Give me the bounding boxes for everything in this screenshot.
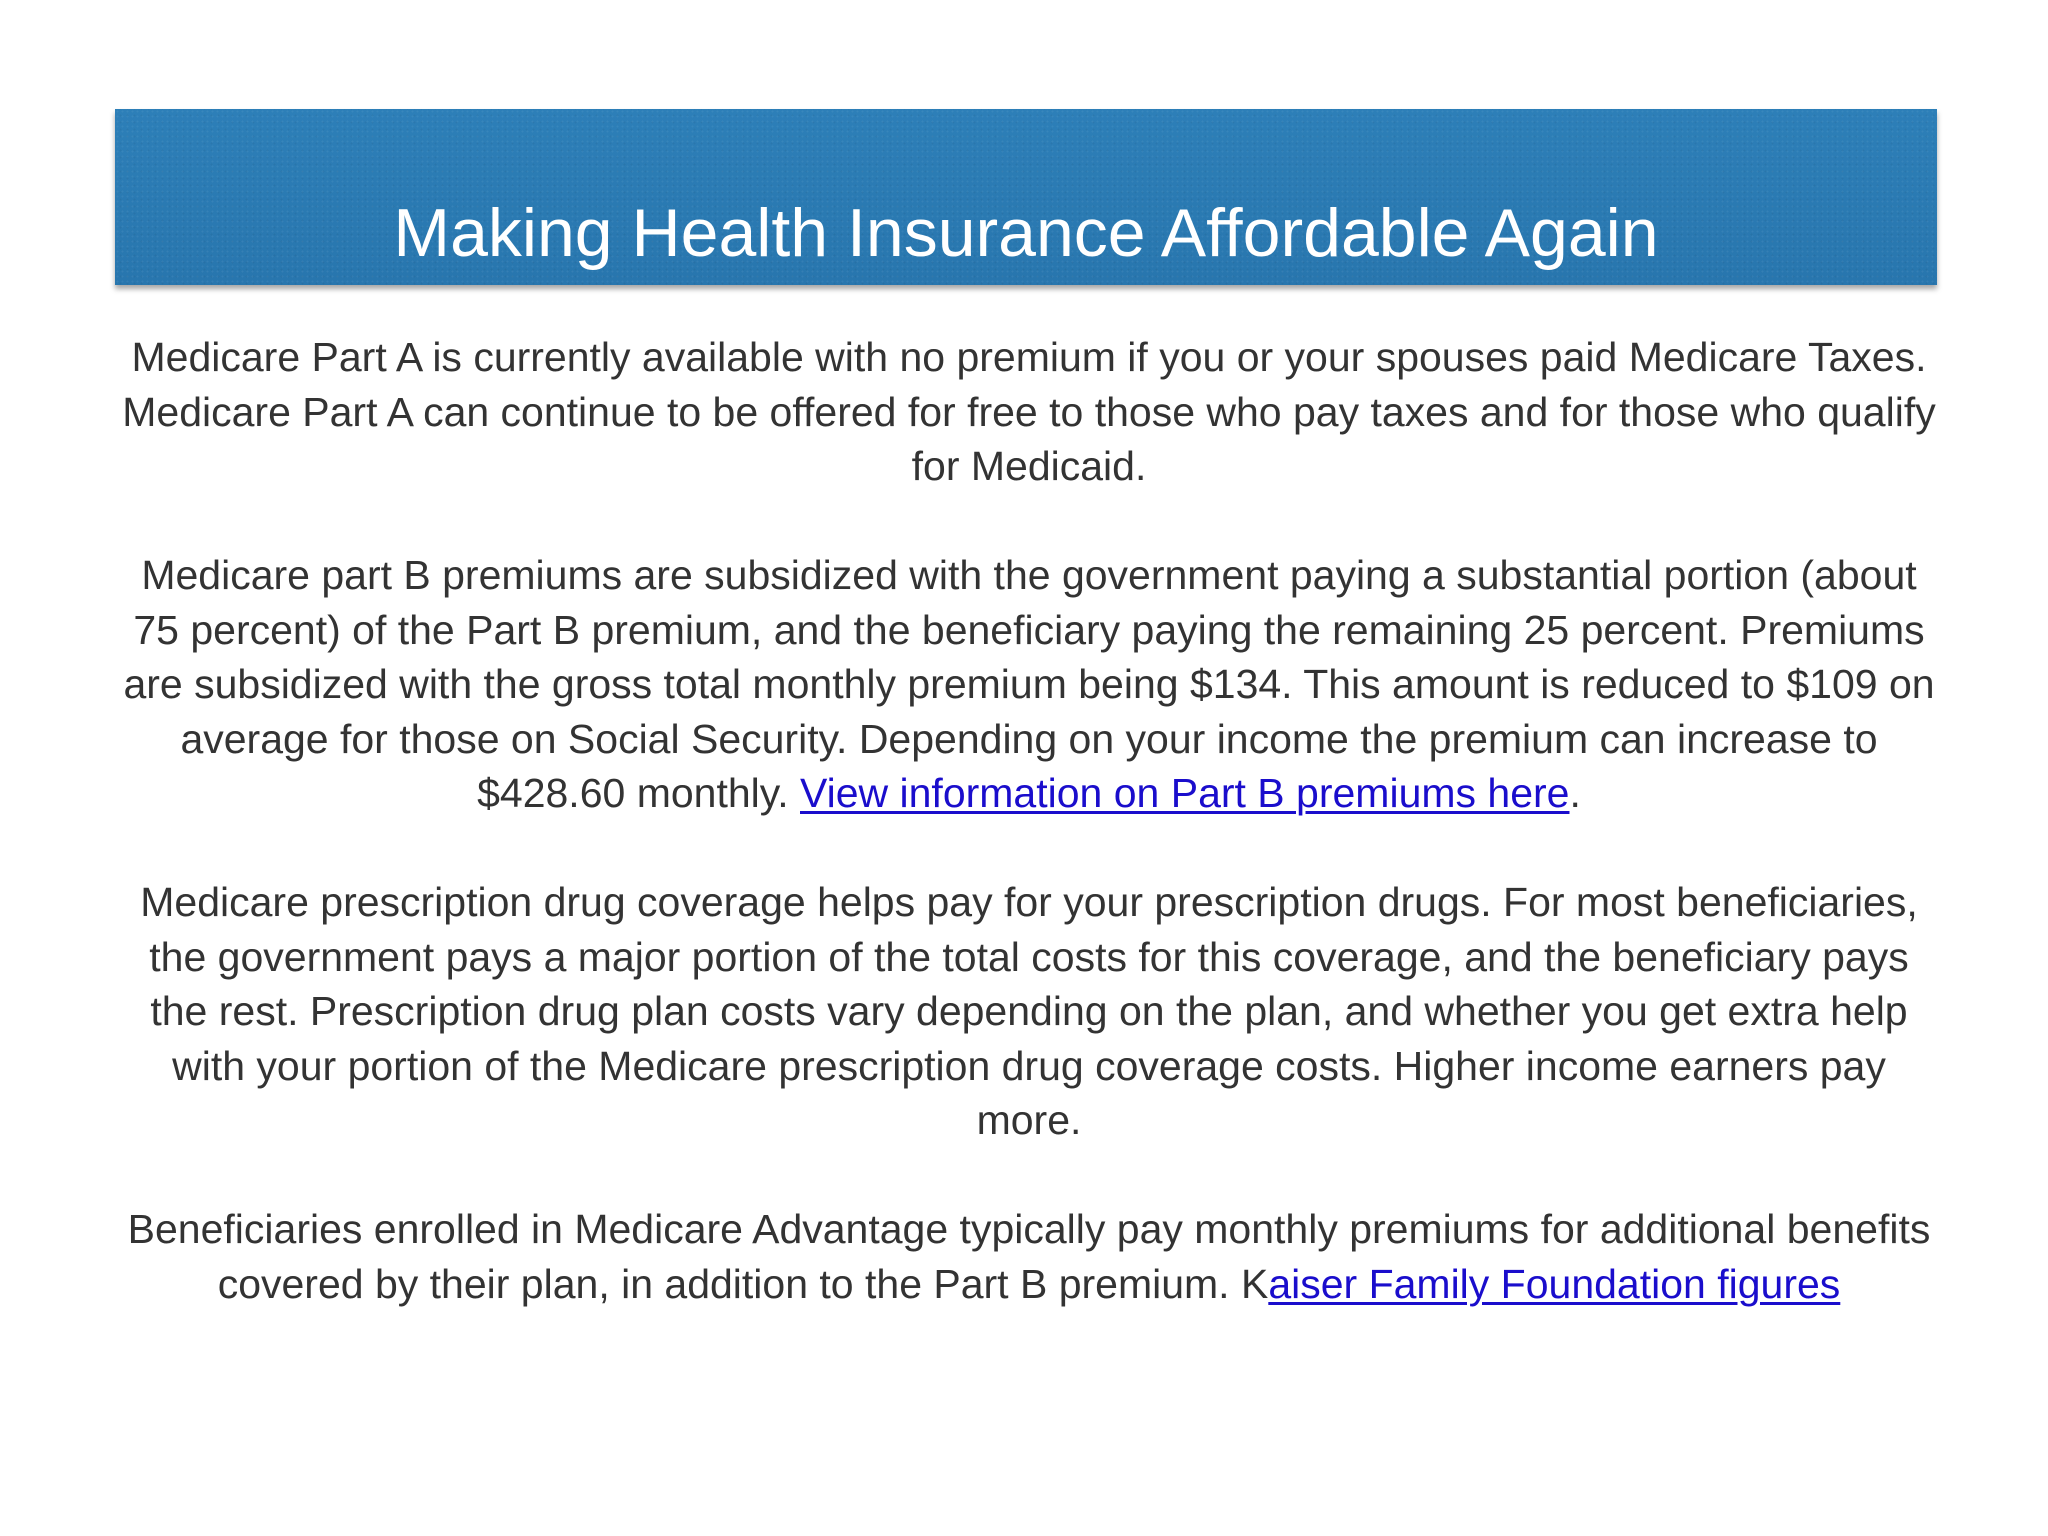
- paragraph-part-b-end: .: [1569, 770, 1581, 816]
- kaiser-family-foundation-link[interactable]: aiser Family Foundation figures: [1268, 1260, 1841, 1307]
- paragraph-part-b-text: Medicare part B premiums are subsidized with the government paying a substantial portion (about 75 percent) of the Part B premium, and the beneficiary paying the remaining 25 percent. Premiums are subsidized with the gross total monthly premium being $134. This amount is reduced to $109 on average for those on Social Security. Depending on your income the premium can increase to $428.60 monthly.: [123, 552, 1935, 816]
- paragraph-advantage-text: Beneficiaries enrolled in Medicare Advantage typically pay monthly premiums for additional benefits covered by their plan, in addition to the Part B premium. K: [127, 1206, 1931, 1307]
- paragraph-part-a: Medicare Part A is currently available with no premium if you or your spouses paid Medicare Taxes. Medicare Part A can continue to be offered for free to those who pay taxes and for those who qualify for Medicaid.: [122, 334, 1936, 489]
- title-banner: [115, 109, 1937, 285]
- paragraph-medicare-advantage: [120, 1202, 1938, 1311]
- slide-title: Making Health Insurance Affordable Again: [393, 195, 1659, 272]
- paragraph-drug-coverage: Medicare prescription drug coverage helps pay for your prescription drugs. For most beneficiaries, the government pays a major portion of the total costs for this coverage, and the beneficiary pays the rest. Prescription drug plan costs vary depending on the plan, and whether you get extra help with your portion of the Medicare prescription drug coverage costs. Higher income earners pay more.: [140, 879, 1918, 1143]
- slide-body: [120, 330, 1938, 1311]
- paragraph-part-b: [120, 548, 1938, 821]
- part-b-premiums-link[interactable]: View information on Part B premiums here: [800, 770, 1570, 816]
